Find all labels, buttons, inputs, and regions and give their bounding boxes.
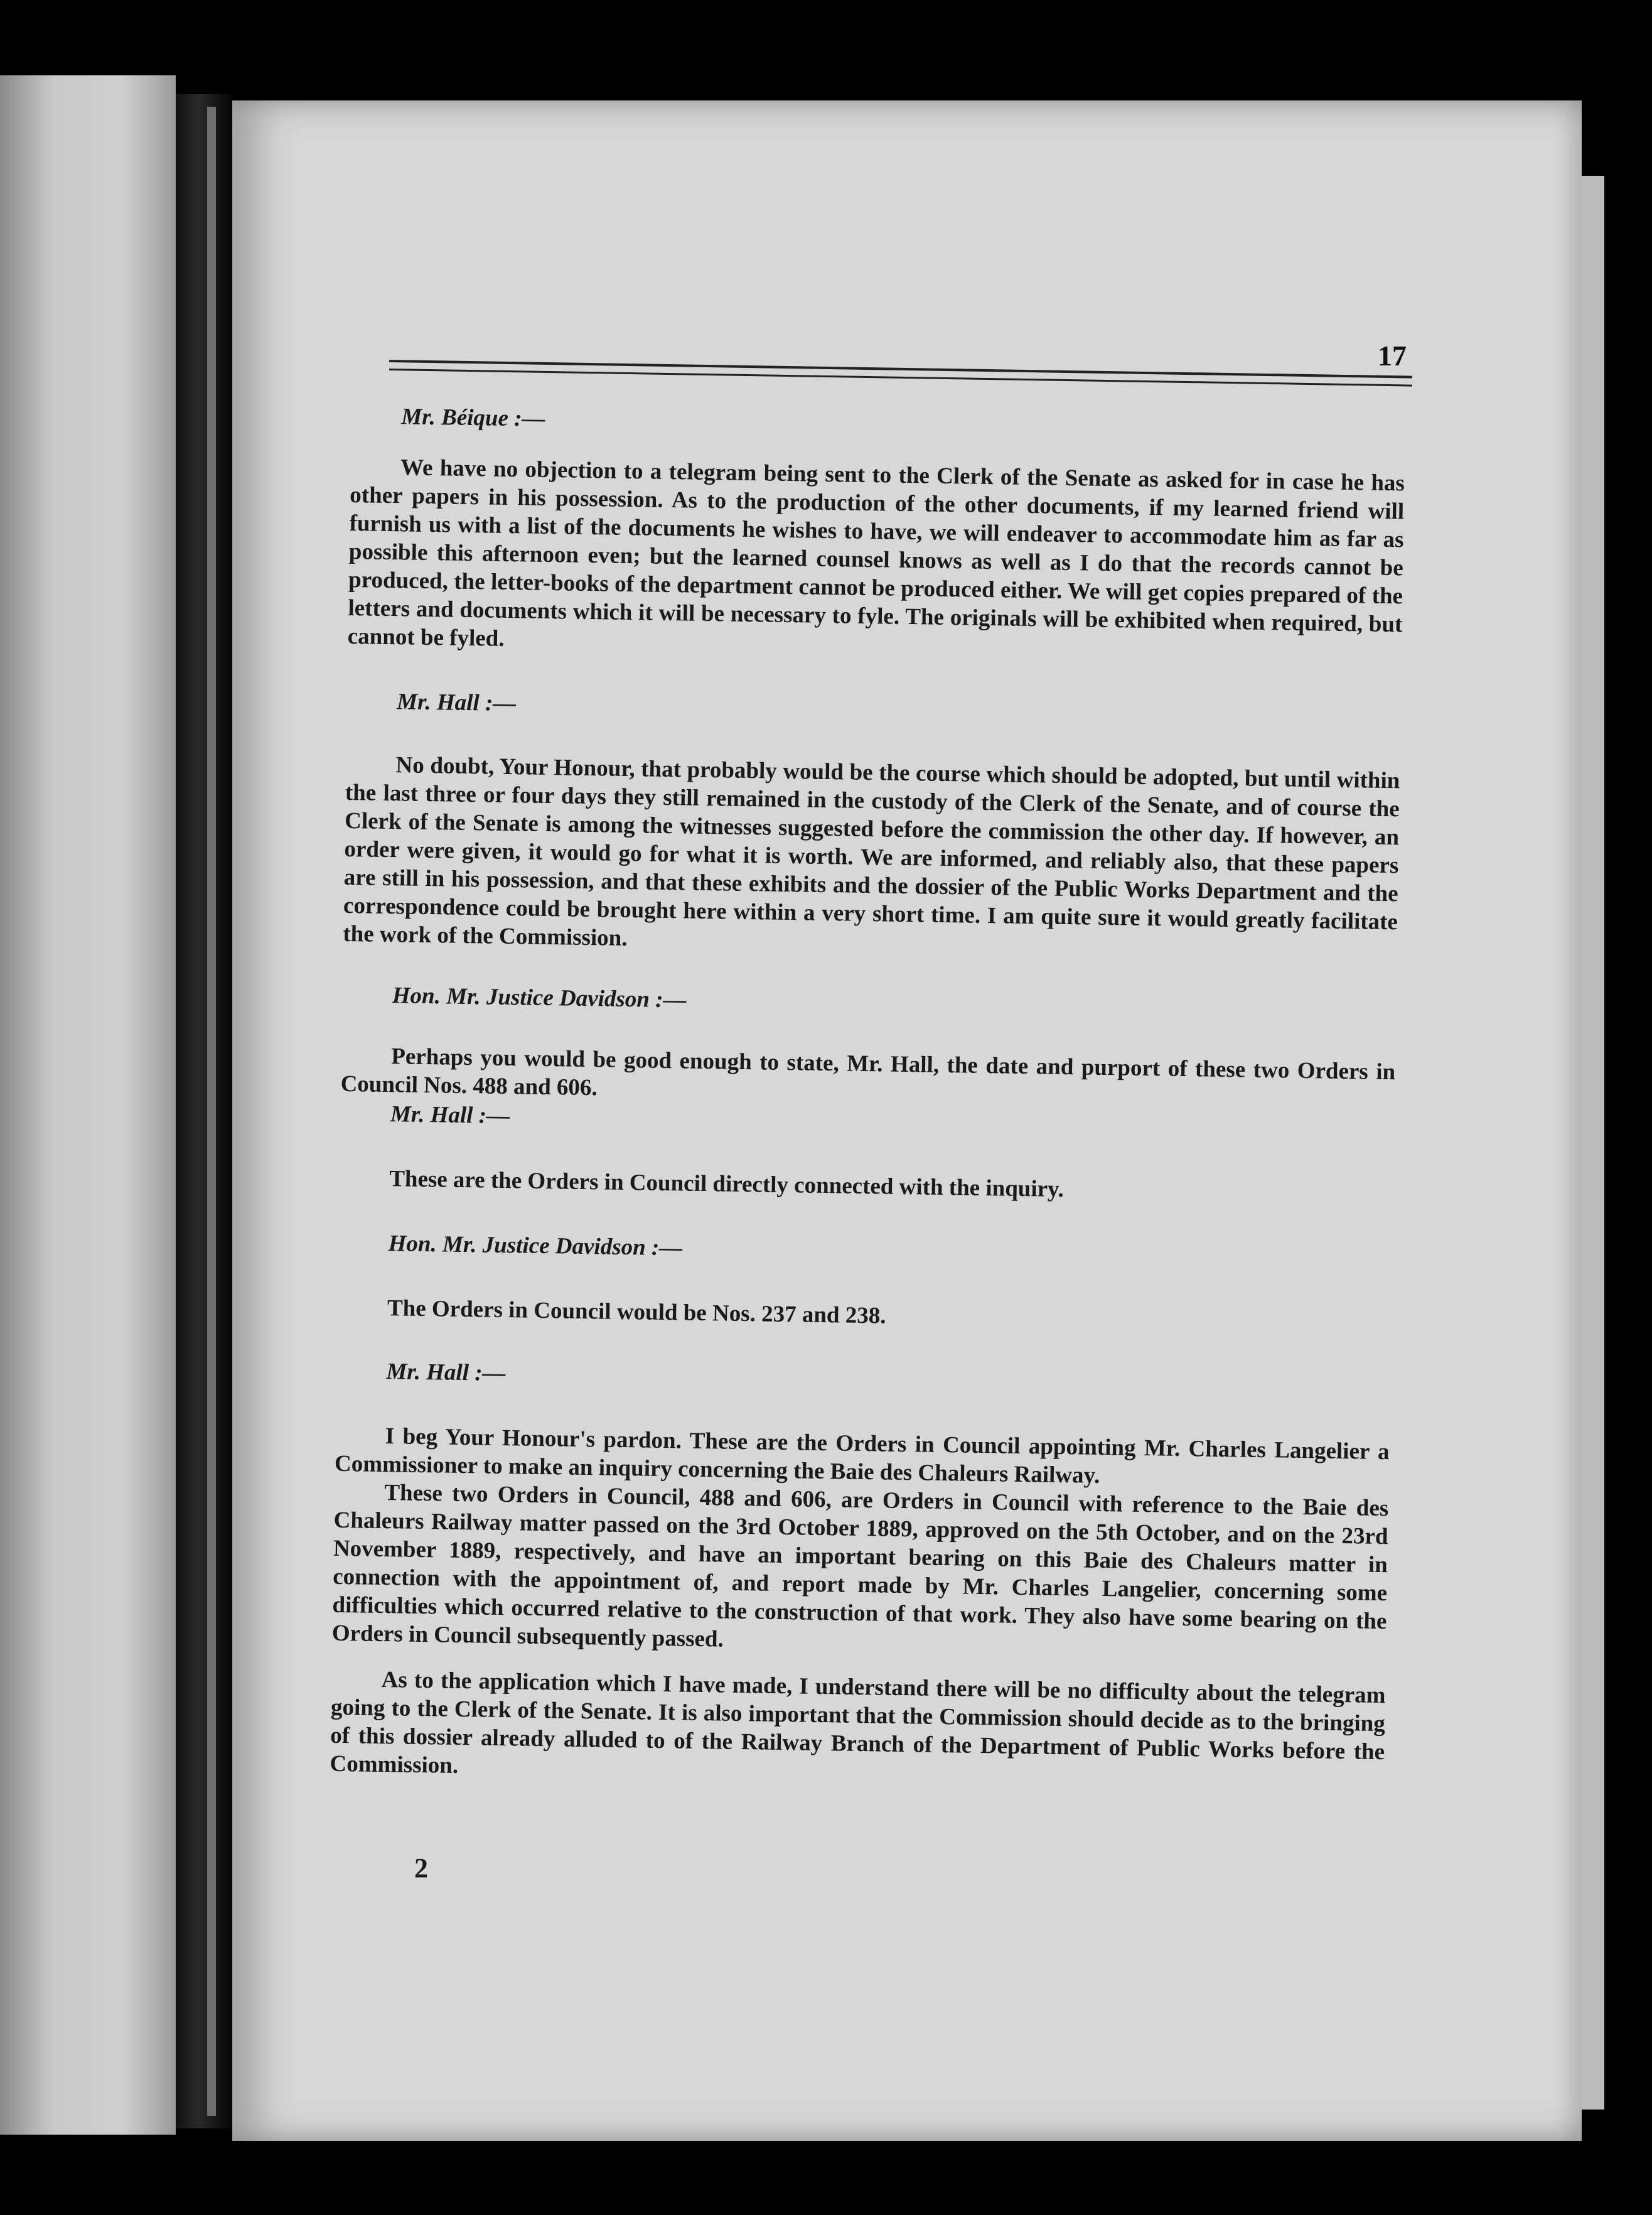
facing-page-edge: [0, 75, 176, 2135]
spine-highlight: [207, 107, 216, 2116]
speaker-heading: Mr. Béique :—: [401, 404, 545, 432]
paragraph: No doubt, Your Honour, that probably would be the course which should be adopted, but until within the last three or four days they still remained in the custody of the Clerk of the Senate, and of course the Clerk of the Senate is among the witnesses suggested before the commission the other day. If however, an order were given, it would go for what it is worth. We are informed, and reliably also, that these papers are still in his possession, and that these exhibits and the dossier of the Public Works Department and the correspondence could be brought here within a very short time. I am quite sure it would greatly facilitate the work of the Commission.: [343, 752, 1400, 952]
page-number: 17: [1378, 340, 1407, 372]
page-stack-edge: [1582, 176, 1604, 2110]
paragraph: These are the Orders in Council directly connected with the inquiry.: [389, 1166, 1065, 1202]
speaker-heading: Mr. Hall :—: [390, 1101, 510, 1129]
speaker-heading: Mr. Hall :—: [396, 689, 517, 717]
speaker-heading: Hon. Mr. Justice Davidson :—: [388, 1231, 683, 1261]
speaker-heading: Mr. Hall :—: [386, 1359, 506, 1387]
paragraph: We have no objection to a telegram being sent to the Clerk of the Senate as asked for in case he has other papers in his possession. As to the production of the other documents, if my learned friend will furnish us with a list of the documents he wishes to have, we will endeaver to accommodate him as far as possible this afternoon even; but the learned counsel knows as well as I do that the records cannot be produced, the letter-books of the department cannot be produced either. We will get copies prepared of the letters and documents which it will be necessary to fyle. The originals will be exhibited when required, but cannot be fyled.: [347, 455, 1405, 652]
paragraph: These two Orders in Council, 488 and 606, are Orders in Council with reference to the Baie des Chaleurs Railway matter passed on the 3rd October 1889, approved on the 5th October, and on the 23rd November 1889, respectively, and have an important bearing on this Baie des Chaleurs matter in connection with the appointment of, and report made by Mr. Charles Langelier, concerning some difficulties which occurred relative to the construction of that work. They also have some bearing on the Orders in Council subsequently passed.: [331, 1480, 1389, 1652]
paragraph: The Orders in Council would be Nos. 237 and 238.: [387, 1295, 886, 1329]
signature-mark: 2: [414, 1853, 428, 1884]
speaker-heading: Hon. Mr. Justice Davidson :—: [392, 983, 687, 1013]
book-spine: [176, 94, 232, 2128]
paragraph: I beg Your Honour's pardon. These are the Orders in Council appointing Mr. Charles Langelier a Commissioner to make an inquiry concerning the Baie des Chaleurs Railway.: [334, 1423, 1390, 1489]
paragraph: Perhaps you would be good enough to state, Mr. Hall, the date and purport of these two Orders in Council Nos. 488 and 606.: [340, 1043, 1396, 1101]
paragraph: As to the application which I have made, I understand there will be no difficulty about the telegram going to the Clerk of the Senate. It is also important that the Commission should decide as to the bringing of this dossier already alluded to of the Railway Branch of the Department of Public Works before the Commission.: [330, 1667, 1386, 1779]
transcript-body: [330, 389, 1406, 1794]
